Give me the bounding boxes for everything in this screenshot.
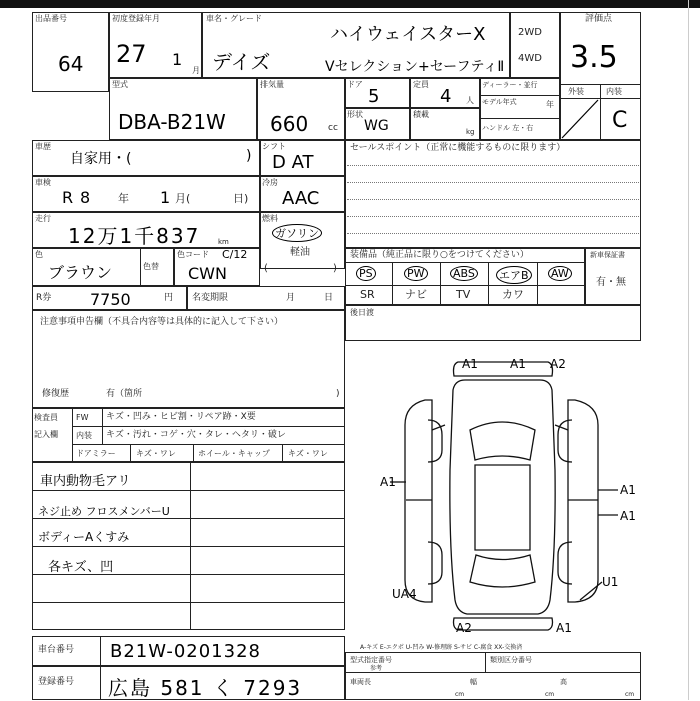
color-code-value: CWN: [188, 264, 227, 283]
diag-mark-2: A1: [510, 357, 526, 371]
grade-line1: ハイウェイスターX: [330, 24, 486, 45]
int-label: 内装: [606, 87, 622, 96]
cm-3: cm: [625, 691, 635, 698]
usage-close: ): [246, 148, 252, 164]
form-no-label: 型式指定番号: [350, 656, 392, 664]
equipment-label: 装備品（純正品に限り○をつけてください）: [350, 250, 529, 260]
height-label: 高: [560, 678, 567, 686]
doors-value: 5: [368, 86, 380, 107]
doors-label: ドア: [347, 80, 363, 89]
inspector-label1: 検査員: [34, 413, 58, 422]
loading-unit: kg: [466, 128, 475, 136]
chassis-value: B21W-0201328: [110, 641, 261, 662]
handle-label: ハンドル 左・右: [482, 124, 534, 132]
color-change-label: 色替: [143, 262, 159, 271]
mileage-label: 走行: [35, 214, 51, 223]
disp-label: 排気量: [260, 80, 284, 89]
color-code-top: C/12: [222, 248, 248, 261]
shape-value: WG: [364, 118, 389, 134]
inspector-row1-head: FW: [76, 413, 89, 422]
dealer-label: ディーラー・並行: [482, 81, 538, 89]
equip-abs[interactable]: ABS: [450, 266, 478, 281]
inspection-month-unit: 月(: [175, 192, 191, 205]
hw-note-1: 車内動物毛アリ: [40, 474, 131, 489]
equip-tv[interactable]: TV: [456, 288, 471, 301]
mileage-value: 12万1千837: [68, 224, 201, 248]
warranty-label: 新車保証書: [590, 251, 625, 259]
fuel-paren-open: (: [264, 263, 268, 274]
disp-unit: cc: [328, 123, 338, 133]
model-year-label: モデル年式: [482, 98, 517, 106]
registration-value: 広島 581 く 7293: [108, 676, 303, 700]
fuel-label: 燃料: [262, 214, 278, 223]
inspector-row3-2: ホイール・キャップ: [198, 449, 270, 458]
color-code-label: 色コード: [177, 250, 209, 259]
usage-value: 自家用・(: [70, 151, 132, 167]
ac-label: 冷房: [262, 178, 278, 187]
grade-line2: Vセレクション+セーフティⅡ: [325, 59, 505, 75]
length-label: 車両長: [350, 678, 371, 686]
first-reg-year: 27: [116, 40, 147, 68]
recycle-label: R券: [36, 293, 52, 303]
lot-label: 出品番号: [35, 14, 67, 23]
score-value: 3.5: [570, 40, 618, 75]
recycle-unit: 円: [164, 293, 174, 303]
name-change-label: 名変期限: [192, 293, 229, 303]
equip-sr[interactable]: SR: [360, 288, 375, 301]
ext-slash: [560, 98, 600, 140]
disp-value: 660: [270, 112, 309, 136]
ext-label: 外装: [568, 87, 584, 96]
color-value: ブラウン: [48, 263, 113, 282]
color-label: 色: [35, 250, 43, 259]
name-change-day: 日: [324, 293, 334, 303]
diag-mark-6: A1: [620, 509, 636, 523]
diag-mark-1: A1: [462, 357, 478, 371]
inspection-year: 8: [80, 188, 91, 207]
equip-aw[interactable]: AW: [548, 266, 572, 281]
usage-box: [32, 140, 260, 176]
ac-value: AAC: [282, 188, 320, 209]
model-label: 型式: [112, 80, 128, 89]
name-label: 車名・グレード: [206, 14, 262, 23]
usage-label: 車歴: [35, 142, 51, 151]
fuel-value: ガソリン: [272, 224, 322, 242]
equip-pw[interactable]: PW: [404, 266, 428, 281]
hw-note-2: ネジ止め フロスメンバーU: [38, 505, 170, 518]
shift-value: D AT: [272, 152, 314, 173]
capacity-label: 定員: [413, 80, 429, 89]
repair-close: ): [336, 389, 340, 399]
repair-value: 有（箇所: [106, 389, 143, 399]
fuel-paren-close: ): [333, 263, 337, 274]
first-reg-month-suffix: 月: [192, 66, 200, 75]
inspector-row2: キズ・汚れ・コゲ・穴・タレ・ヘタリ・破レ: [106, 430, 286, 440]
diag-mark-3: A2: [550, 357, 566, 371]
equip-airbag[interactable]: エアB: [496, 266, 532, 284]
int-value: C: [612, 108, 628, 133]
warranty-value[interactable]: 有・無: [596, 277, 626, 288]
drive-2wd: 2WD: [518, 27, 542, 38]
inspector-row1: キズ・凹み・ヒビ割・リペア跡・X要: [106, 412, 256, 422]
model-value: DBA-B21W: [118, 110, 226, 134]
chassis-label: 車台番号: [38, 645, 75, 655]
cm-1: cm: [455, 691, 465, 698]
notes-label: 注意事項申告欄（不具合内容等は具体的に記入して下さい）: [40, 317, 284, 327]
after-date-box: [345, 305, 641, 341]
capacity-unit: 人: [466, 96, 474, 105]
diag-mark-5: A1: [620, 483, 636, 497]
drive-4wd: 4WD: [518, 53, 542, 64]
inspection-label: 車検: [35, 178, 51, 187]
inspection-year-unit: 年: [118, 192, 129, 205]
shape-label: 形状: [347, 110, 363, 119]
recycle-value: 7750: [90, 290, 131, 309]
repair-label: 修復歴: [42, 389, 70, 399]
first-reg-month: 1: [172, 50, 183, 69]
ref-label: 参考: [370, 665, 383, 672]
drive-box: [510, 12, 560, 78]
equip-leather[interactable]: カワ: [502, 288, 524, 301]
inspector-row3-1: キズ・ワレ: [136, 449, 176, 458]
car-diagram: [370, 350, 650, 640]
diag-mark-8: U1: [602, 575, 619, 589]
shift-label: シフト: [262, 142, 286, 151]
first-reg-label: 初度登録年月: [112, 14, 160, 23]
car-name: デイズ: [212, 50, 271, 74]
sales-label: セールスポイント（正常に機能するものに限ります）: [350, 143, 566, 153]
score-label: 評価点: [585, 14, 613, 24]
width-label: 幅: [470, 678, 477, 686]
diag-mark-4: A1: [380, 475, 396, 489]
after-date-label: 後日渡: [350, 308, 374, 317]
diag-mark-9: A2: [456, 621, 472, 635]
name-change-month: 月: [286, 293, 296, 303]
inspection-era: R: [62, 188, 74, 207]
model-year-unit: 年: [546, 100, 554, 109]
diag-mark-7: UA4: [392, 587, 417, 601]
top-strip: [0, 0, 700, 8]
inspection-day-unit: 日): [233, 192, 249, 205]
fuel-opt2: 軽油: [290, 247, 310, 258]
lot-value: 64: [58, 52, 84, 76]
mileage-unit: km: [218, 238, 229, 246]
inspector-row3-0: ドアミラー: [76, 449, 116, 458]
class-no-label: 類別区分番号: [490, 656, 532, 664]
inspector-row3-3: キズ・ワレ: [288, 449, 328, 458]
loading-label: 積載: [413, 110, 429, 119]
registration-label: 登録番号: [38, 677, 75, 687]
equip-ps[interactable]: PS: [356, 266, 376, 281]
inspector-label2: 記入欄: [34, 430, 58, 439]
legend: A-キズ E-エクボ U-凹み W-修理跡 S-サビ C-腐食 XX-交換済: [360, 644, 523, 651]
cm-2: cm: [545, 691, 555, 698]
capacity-value: 4: [440, 86, 452, 107]
hw-note-3: ボディーAくすみ: [38, 530, 130, 544]
equip-navi[interactable]: ナビ: [405, 288, 427, 301]
inspection-month: 1: [160, 188, 171, 207]
diag-mark-10: A1: [556, 621, 572, 635]
sales-box: [345, 140, 641, 248]
hw-note-4: 各キズ、凹: [48, 560, 114, 575]
inspector-row2-head: 内装: [76, 431, 92, 440]
